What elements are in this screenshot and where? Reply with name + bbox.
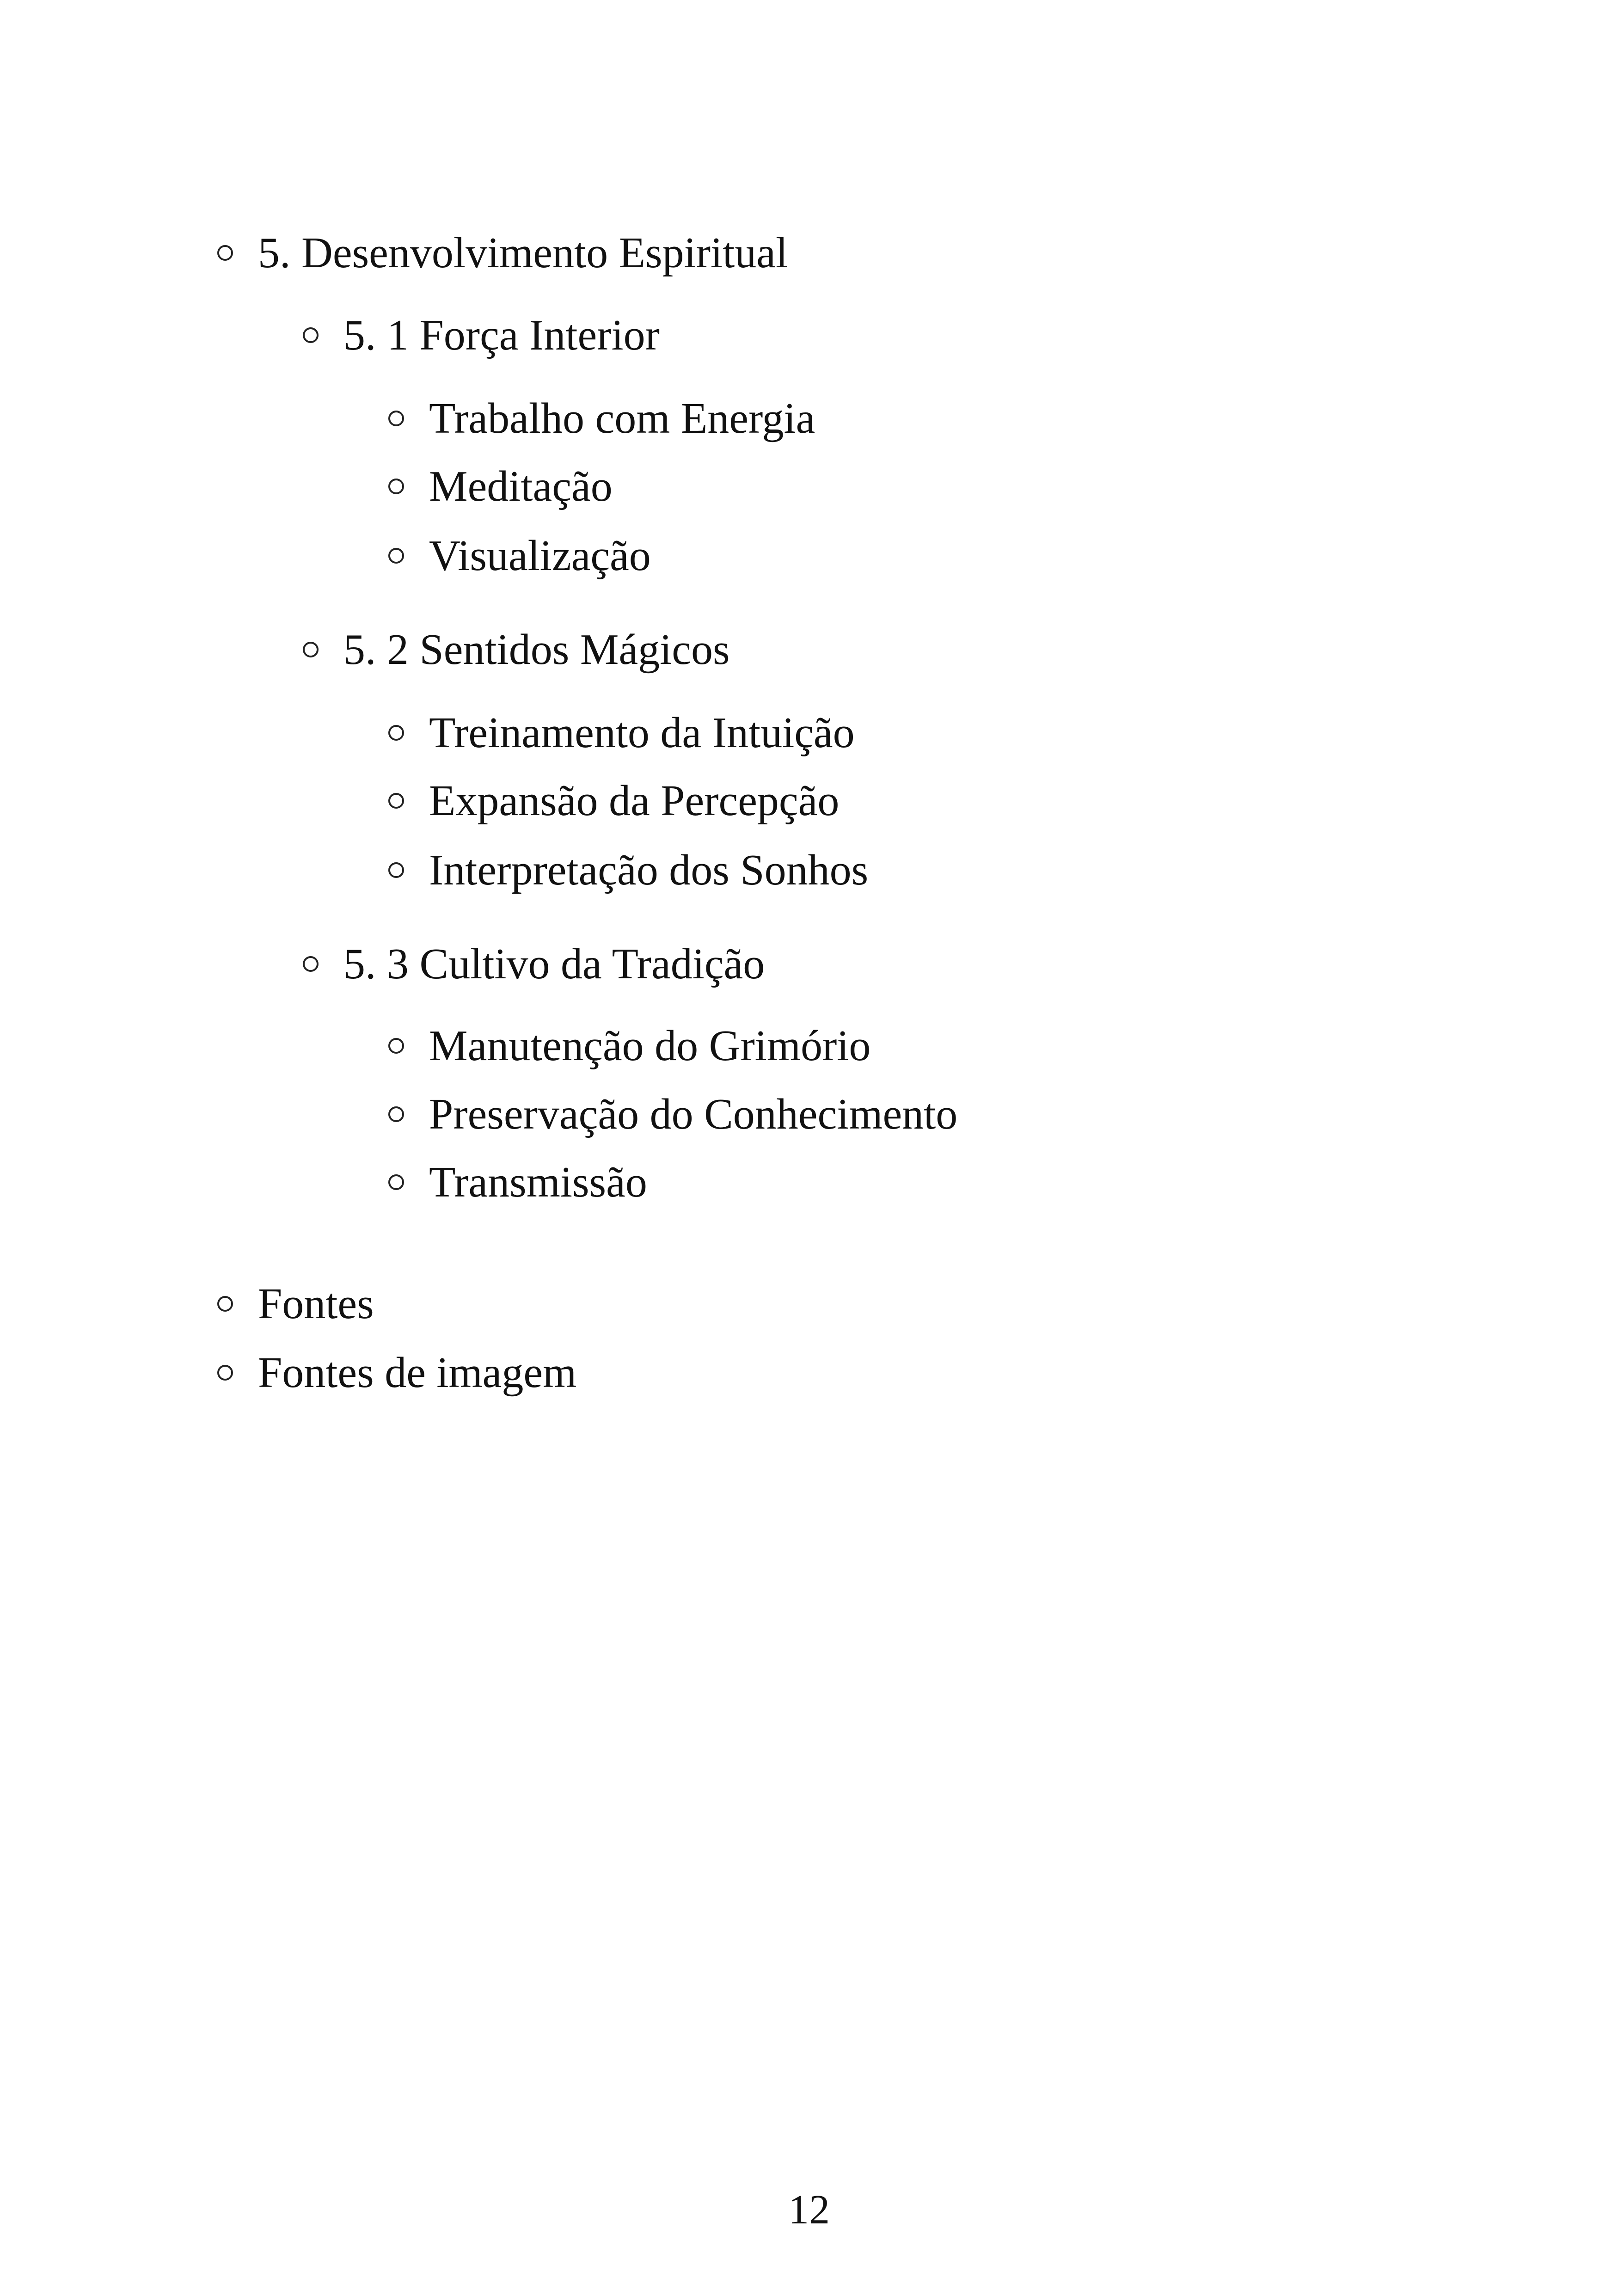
outline-item-label: Treinamento da Intuição [429, 709, 855, 757]
circle-bullet-icon [388, 1038, 404, 1054]
outline-item-label: 5. Desenvolvimento Espiritual [258, 229, 788, 277]
outline-leaf-item [388, 532, 651, 580]
outline-leaf-item [388, 1090, 958, 1138]
circle-bullet-icon [388, 862, 404, 878]
outline-item-label: Interpretação dos Sonhos [429, 846, 869, 894]
outline-item-label: Preservação do Conhecimento [429, 1090, 958, 1138]
outline-leaf-item [388, 462, 613, 510]
outline-subitem-5-2 [303, 626, 730, 674]
outline-leaf-item [388, 779, 839, 823]
circle-bullet-icon [217, 245, 233, 261]
outline-leaf-item [388, 1160, 647, 1204]
circle-bullet-icon [303, 642, 319, 657]
circle-bullet-icon [388, 479, 404, 494]
outline-subitem-5-3 [303, 942, 765, 986]
circle-bullet-icon [303, 327, 319, 343]
outline-item-label: Trabalho com Energia [429, 394, 815, 442]
circle-bullet-icon [217, 1296, 233, 1312]
outline-item-label: Meditação [429, 462, 613, 510]
outline-leaf-item [388, 1024, 870, 1068]
outline-item-label: Fontes [258, 1280, 374, 1328]
circle-bullet-icon [388, 725, 404, 741]
circle-bullet-icon [388, 411, 404, 426]
outline-item-label: Transmissão [429, 1158, 647, 1206]
outline-item-label: Manutenção do Grimório [429, 1022, 871, 1070]
outline-item-label: Expansão da Percepção [429, 777, 840, 825]
outline-leaf-item [388, 848, 868, 892]
outline-item-label: Fontes de imagem [258, 1349, 577, 1397]
circle-bullet-icon [388, 1174, 404, 1190]
outline-item-label: 5. 1 Força Interior [343, 311, 660, 359]
outline-item-sources [217, 1282, 374, 1326]
outline-item-label: Visualização [429, 532, 651, 580]
outline-leaf-item [388, 394, 815, 442]
outline-item-image-sources [217, 1349, 577, 1397]
page-number: 12 [788, 2187, 830, 2233]
outline-item-label: 5. 3 Cultivo da Tradição [343, 940, 765, 988]
outline-item-label: 5. 2 Sentidos Mágicos [343, 626, 730, 674]
circle-bullet-icon [388, 793, 404, 809]
circle-bullet-icon [388, 548, 404, 564]
circle-bullet-icon [217, 1365, 233, 1381]
circle-bullet-icon [303, 956, 319, 972]
circle-bullet-icon [388, 1106, 404, 1122]
outline-subitem-5-1 [303, 313, 660, 357]
outline-item-section-5 [217, 231, 788, 275]
outline-leaf-item [388, 711, 855, 755]
